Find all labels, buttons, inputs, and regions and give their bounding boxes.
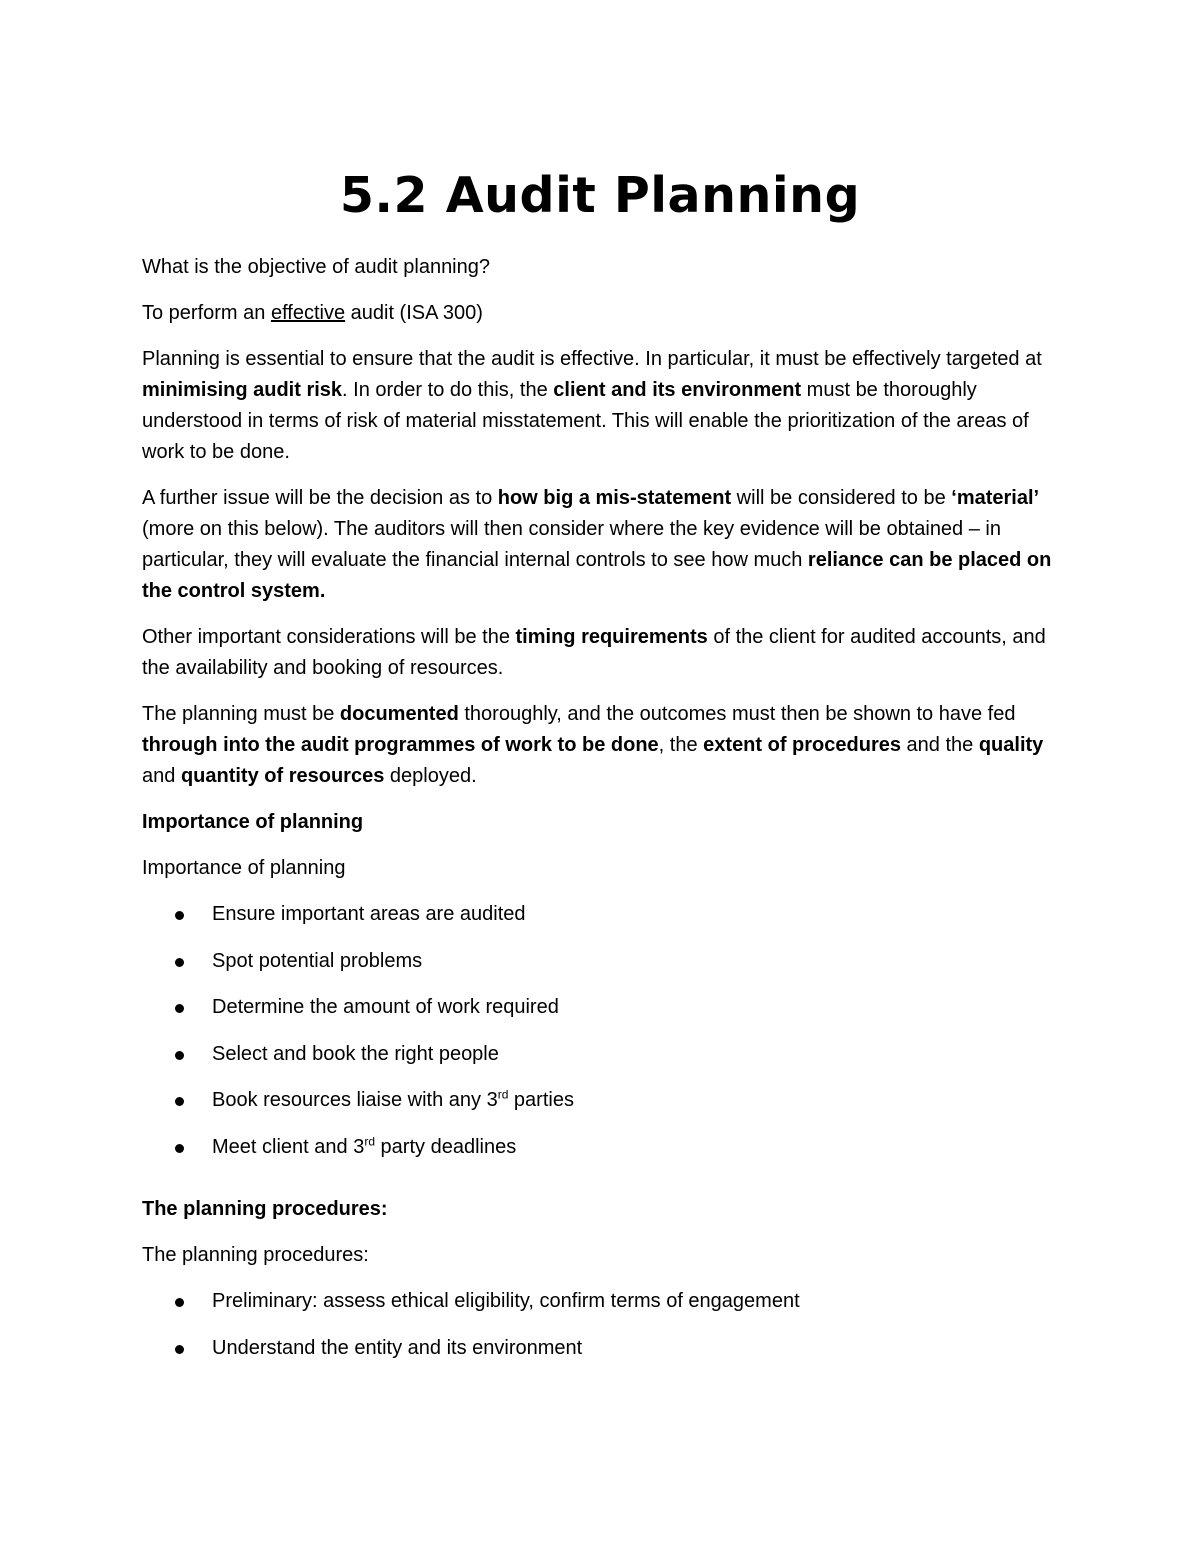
paragraph-materiality — [142, 483, 1072, 607]
p2-bold-3: reliance can be placed on the control system. — [142, 549, 1052, 602]
paragraph-planning-essential — [142, 344, 1072, 468]
list-item — [142, 1286, 1072, 1317]
list-item — [142, 1333, 1072, 1364]
list-item-text: Ensure important areas are audited — [212, 903, 526, 925]
procedures-heading — [142, 1194, 1072, 1225]
p4-bold-3: extent of procedures — [703, 734, 901, 756]
superscript: rd — [497, 1087, 509, 1102]
bullet-icon — [175, 1144, 184, 1153]
p3-text-2: of the client for audited accounts, and the availability and booking of resources. — [142, 626, 1046, 679]
p4-bold-5: quantity of resources — [180, 765, 385, 787]
document-body — [142, 252, 1072, 1379]
list-item — [142, 1085, 1072, 1116]
list-item — [142, 992, 1072, 1023]
p3-text-1: Other important considerations will be the — [142, 626, 516, 648]
objective-question: What is the objective of audit planning? — [142, 256, 490, 278]
p4-text-3: , the — [658, 734, 704, 756]
list-item — [142, 899, 1072, 930]
importance-heading-text: Importance of planning — [142, 811, 364, 833]
p4-text-6: deployed. — [384, 765, 477, 787]
p4-bold-2: through into the audit programmes of work to be done — [142, 734, 659, 756]
p2-bold-2: ‘material’ — [951, 487, 1040, 509]
p2-bold-1: how big a mis-statement — [497, 487, 732, 509]
p4-bold-1: documented — [339, 703, 459, 725]
bullet-icon — [175, 958, 184, 967]
p1-bold-1: minimising audit risk — [142, 379, 343, 401]
paragraph-documentation — [142, 699, 1072, 792]
list-item-text: Select and book the right people — [212, 1042, 499, 1065]
procedures-list — [142, 1286, 1072, 1364]
p1-text-3: must be thoroughly understood in terms of risk of material misstatement. This will enable the prioritization of the areas of work to be done. — [142, 379, 1029, 463]
objective-answer — [142, 298, 1072, 329]
importance-list — [142, 899, 1072, 1163]
answer-text-1: To perform an — [142, 302, 271, 324]
page-title: 5.2 Audit Planning — [339, 167, 861, 224]
list-item-text: Understand the entity and its environment — [212, 1336, 583, 1359]
importance-heading — [142, 807, 1072, 838]
procedures-intro: The planning procedures: — [142, 1243, 369, 1266]
p4-text-2: thoroughly, and the outcomes must then be shown to have fed — [458, 703, 1016, 725]
answer-text-2: audit (ISA 300) — [345, 302, 483, 324]
p3-bold-1: timing requirements — [515, 626, 708, 648]
list-item — [142, 1039, 1072, 1070]
list-item — [142, 1132, 1072, 1163]
list-item-text: Spot potential problems — [212, 949, 423, 972]
list-item-text: Determine the amount of work required — [212, 996, 559, 1019]
list-item — [142, 946, 1072, 977]
list-item-text: parties — [508, 1089, 574, 1112]
bullet-icon — [175, 911, 184, 920]
p2-text-1: A further issue will be the decision as to — [142, 487, 498, 509]
p1-bold-2: client and its environment — [553, 379, 802, 401]
p4-text-5: and — [142, 765, 181, 787]
p4-text-4: and the — [900, 734, 979, 756]
list-item-text: party deadlines — [375, 1135, 517, 1158]
bullet-icon — [175, 1051, 184, 1060]
list-item-text: Meet client and 3 — [212, 1135, 365, 1158]
answer-underlined: effective — [270, 302, 346, 324]
bullet-icon — [175, 1097, 184, 1106]
p4-bold-4: quality — [978, 734, 1044, 756]
p2-text-2: will be considered to be — [731, 487, 952, 509]
p4-text-1: The planning must be — [142, 703, 340, 725]
bullet-icon — [175, 1345, 184, 1354]
bullet-icon — [175, 1004, 184, 1013]
list-item-text: Preliminary: assess ethical eligibility, confirm terms of engagement — [212, 1289, 800, 1312]
list-item-text: Book resources liaise with any 3 — [212, 1089, 498, 1112]
paragraph-timing — [142, 622, 1072, 684]
procedures-heading-text: The planning procedures: — [142, 1197, 388, 1220]
importance-intro: Importance of planning — [142, 857, 346, 879]
p2-text-3: (more on this below). The auditors will then consider where the key evidence will be obtained – in particular, they will evaluate the financial internal controls to see how much — [142, 518, 1001, 571]
p1-text-2: . In order to do this, the — [342, 379, 554, 401]
bullet-icon — [175, 1298, 184, 1307]
p1-text-1: Planning is essential to ensure that the audit is effective. In particular, it must be effectively targeted at — [142, 348, 1042, 370]
superscript: rd — [364, 1134, 375, 1149]
